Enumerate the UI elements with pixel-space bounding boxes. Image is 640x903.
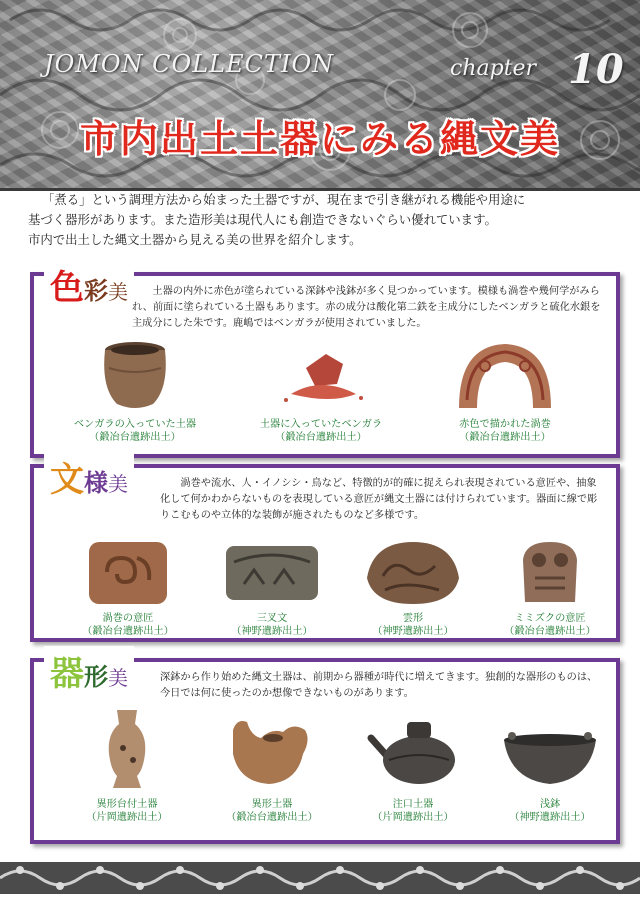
- artifact-site: （鍛冶台遺跡出土）: [275, 432, 367, 443]
- artifact-name: 浅鉢: [539, 799, 561, 810]
- artifact-item: [348, 714, 478, 824]
- title-char-2: 様: [84, 469, 108, 497]
- artifact-site: （神野遺跡出土）: [372, 626, 454, 637]
- artifact-item: [348, 538, 478, 638]
- artifact-site: （神野遺跡出土）: [231, 626, 313, 637]
- footed-vessel-photo: [103, 706, 151, 792]
- artifact-name: 渦巻の意匠: [102, 613, 154, 624]
- artifact-item: [70, 338, 200, 444]
- artifact-site: （鍛冶台遺跡出土）: [226, 812, 318, 823]
- artifact-item: [440, 338, 570, 444]
- intro-line-2: 基づく器形があります。また造形美は現代人にも創造できないぐらい優れています。: [28, 212, 497, 227]
- artifact-site: （片岡遺跡出土）: [86, 812, 168, 823]
- artifact-item: [68, 538, 188, 638]
- section-title: [44, 260, 134, 309]
- artifact-name: 三叉文: [256, 613, 288, 624]
- title-char-3: 美: [108, 666, 128, 690]
- section-description: 渦巻や流水、人・イノシシ・鳥など、特徴的が的確に捉えられ表現されている意匠や、抽象化して何かわからないものを表現している意匠が縄文土器には付けられています。器面に線で彫りこむものや立体的な装飾が施されたものなど多様です。: [160, 478, 598, 521]
- title-char-1: 器: [50, 654, 84, 694]
- title-char-2: 彩: [84, 277, 108, 305]
- section-pattern-beauty: [30, 460, 620, 642]
- artifact-site: （鍛冶台遺跡出土）: [459, 432, 551, 443]
- section-description: 土器の内外に赤色が塗られている深鉢や浅鉢が多く見つかっています。模様も渦巻や幾何学がみられ、前面に塗られている土器もあります。赤の成分は酸化第二鉄を主成分にしたベンガラと硫化水銀を主成分にした朱です。鹿嶋ではベンガラが使用されていました。: [132, 286, 601, 329]
- artifact-item: [490, 538, 610, 638]
- artifact-name: 赤色で描かれた渦巻: [459, 419, 551, 430]
- title-char-1: 色: [50, 268, 84, 308]
- jomon-pattern-strip: [0, 856, 640, 899]
- intro-line-3: 市内で出土した縄文土器から見える美の世界を紹介します。: [28, 232, 362, 247]
- artifact-site: （鍛冶台遺跡出土）: [504, 626, 596, 637]
- section-form-beauty: [30, 654, 620, 844]
- footer-pattern-border: [0, 856, 640, 899]
- title-char-3: 美: [108, 280, 128, 304]
- red-spiral-shard-photo: [453, 338, 557, 412]
- brand-title: JOMON COLLECTION: [44, 50, 335, 78]
- header-banner: [0, 0, 640, 191]
- artifact-item: [490, 726, 610, 824]
- title-char-3: 美: [108, 472, 128, 496]
- bengara-pigment-photo: [271, 338, 371, 412]
- artifact-item: [246, 338, 396, 444]
- artifact-name: ベンガラの入っていた土器: [73, 419, 197, 430]
- artifact-site: （鍛冶台遺跡出土）: [89, 432, 181, 443]
- section-title: [44, 452, 134, 501]
- spouted-vessel-photo: [363, 714, 463, 792]
- bengara-pot-photo: [95, 338, 175, 412]
- shallow-bowl-photo: [500, 726, 600, 792]
- chapter-label: chapter: [450, 56, 537, 81]
- cloud-pattern-photo: [363, 538, 463, 606]
- page-title: 市内出土土器にみる縄文美: [79, 117, 560, 161]
- artifact-item: [212, 538, 332, 638]
- trident-pattern-photo: [224, 538, 320, 606]
- artifact-name: 雲形: [402, 613, 424, 624]
- artifact-site: （片岡遺跡出土）: [372, 812, 454, 823]
- owl-motif-photo: [515, 538, 585, 606]
- artifact-site: （鍛冶台遺跡出土）: [82, 626, 174, 637]
- title-char-1: 文: [50, 460, 84, 500]
- artifact-name: 異形台付土器: [96, 799, 158, 810]
- section-description: 深鉢から作り始めた縄文土器は、前期から器種が時代に増えてきます。独創的な器形のものは、今日では何に使ったのか想像できないものがあります。: [160, 672, 598, 699]
- spiral-motif-photo: [85, 538, 171, 606]
- title-char-2: 形: [84, 663, 108, 691]
- artifact-item: [212, 710, 332, 824]
- artifact-item: [72, 706, 182, 824]
- artifact-name: 注口土器: [392, 799, 434, 810]
- artifact-site: （神野遺跡出土）: [509, 812, 591, 823]
- chapter-number: 10: [568, 46, 624, 93]
- section-color-beauty: [30, 268, 620, 458]
- artifact-name: ミミズクの意匠: [514, 613, 586, 624]
- artifact-name: 土器に入っていたベンガラ: [259, 419, 383, 430]
- intro-line-1: 「煮る」という調理方法から始まった土器ですが、現在まで引き継がれる機能や用途に: [42, 192, 526, 207]
- artifact-name: 異形土器: [251, 799, 293, 810]
- intro-text: [28, 190, 618, 250]
- section-title: [44, 646, 134, 695]
- irregular-vessel-photo: [227, 710, 317, 792]
